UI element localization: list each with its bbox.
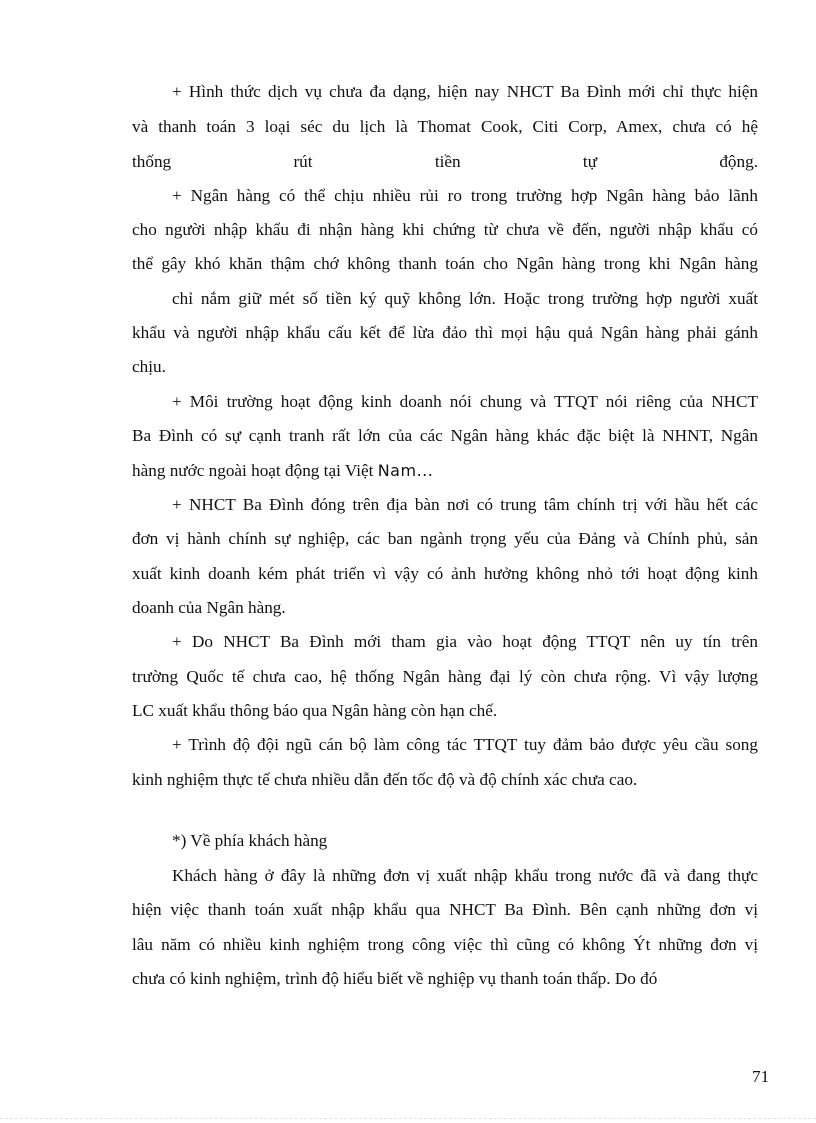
page-number: 71 [752, 1067, 770, 1086]
paragraph-6-line-2: kinh nghiệm thực tế chưa nhiều dẫn đến tốc độ và độ chính xác chưa cao. [132, 770, 638, 789]
paragraph-4-line-3: xuất kinh doanh kém phát triển vì vậy có ảnh hưởng không nhỏ tới hoạt động kinh [132, 564, 758, 583]
paragraph-4-line-2: đơn vị hành chính sự nghiệp, các ban ngành trọng yếu của Đảng và Chính phủ, sản [132, 529, 758, 548]
paragraph-5-line-1: + Do NHCT Ba Đình mới tham gia vào hoạt động TTQT nên uy tín trên [172, 632, 758, 651]
paragraph-6-line-1: + Trình độ đội ngũ cán bộ làm công tác TTQT tuy đảm bảo được yêu cầu song [172, 735, 758, 754]
paragraph-8-line-1: Khách hàng ở đây là những đơn vị xuất nhập khẩu trong nước đã và đang thực [172, 866, 758, 885]
paragraph-2-line-4: chỉ nắm giữ mét số tiền ký quỹ không lớn. Hoặc trong trường hợp người xuất [172, 289, 758, 308]
paragraph-3-line-3-text: hàng nước ngoài hoạt động tại Việt [132, 461, 374, 480]
section-heading: *) Về phía khách hàng [172, 831, 328, 850]
handwritten-tail: Nam... [377, 461, 434, 480]
paragraph-4-line-4: doanh của Ngân hàng. [132, 598, 286, 617]
paragraph-5-line-3: LC xuất khẩu thông báo qua Ngân hàng còn hạn chế. [132, 701, 498, 720]
paragraph-2-line-1: + Ngân hàng có thể chịu nhiều rủi ro trong trường hợp Ngân hàng bảo lãnh [172, 186, 758, 205]
paragraph-1-line-1: + Hình thức dịch vụ chưa đa dạng, hiện nay NHCT Ba Đình mới chỉ thực hiện [172, 82, 758, 101]
paragraph-2-line-6: chịu. [132, 357, 166, 376]
paragraph-2-line-3: thể gây khó khăn thậm chớ không thanh toán cho Ngân hàng trong khi Ngân hàng [132, 254, 758, 273]
paragraph-8-line-3: lâu năm có nhiều kinh nghiệm trong công việc thì cũng có không Ýt những đơn vị [132, 935, 758, 954]
paragraph-1-line-3: thống rút tiền tự động. [132, 152, 758, 171]
page-bottom-rule [0, 1118, 816, 1119]
paragraph-5-line-2: trường Quốc tế chưa cao, hệ thống Ngân hàng đại lý còn chưa rộng. Vì vậy lượng [132, 667, 758, 686]
paragraph-3-line-2: Ba Đình có sự cạnh tranh rất lớn của các Ngân hàng khác đặc biệt là NHNT, Ngân [132, 426, 758, 445]
paragraph-3-line-3 [132, 460, 433, 482]
paragraph-4-line-1: + NHCT Ba Đình đóng trên địa bàn nơi có trung tâm chính trị với hầu hết các [172, 495, 758, 514]
paragraph-8-line-2: hiện việc thanh toán xuất nhập khẩu qua NHCT Ba Đình. Bên cạnh những đơn vị [132, 900, 758, 919]
paragraph-8-line-4: chưa có kinh nghiệm, trình độ hiểu biết về nghiệp vụ thanh toán thấp. Do đó [132, 969, 658, 988]
paragraph-3-line-1: + Môi trường hoạt động kinh doanh nói chung và TTQT nói riêng của NHCT [172, 392, 758, 411]
paragraph-1-line-2: và thanh toán 3 loại séc du lịch là Thomat Cook, Citi Corp, Amex, chưa có hệ [132, 117, 758, 136]
paragraph-2-line-5: khẩu và người nhập khẩu cấu kết để lừa đảo thì mọi hậu quả Ngân hàng phải gánh [132, 323, 758, 342]
paragraph-2-line-2: cho người nhập khẩu đi nhận hàng khi chứng từ chưa về đến, người nhập khẩu có [132, 220, 758, 239]
